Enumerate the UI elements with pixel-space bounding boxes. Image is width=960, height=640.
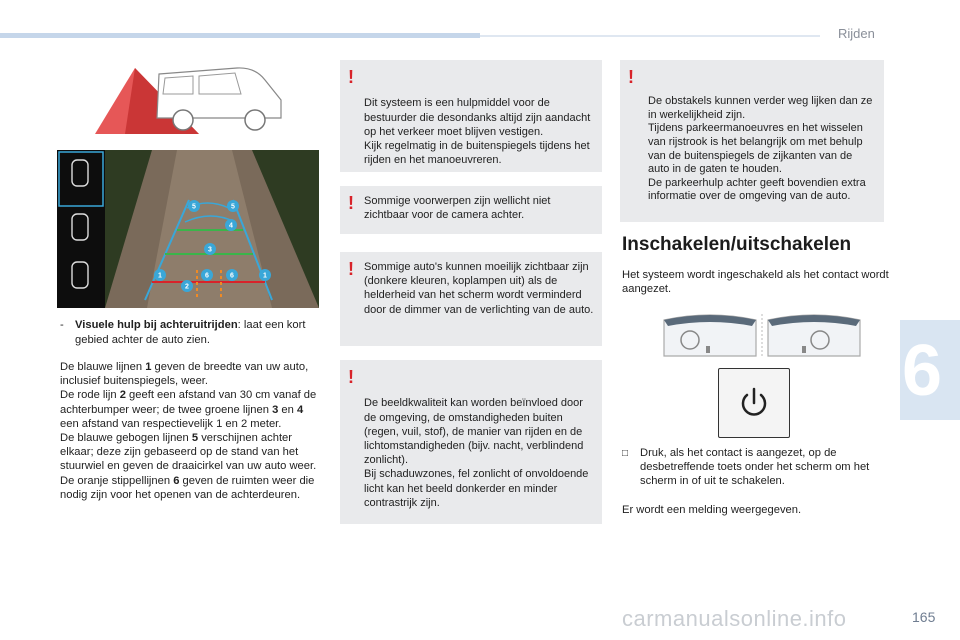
power-button-illustration [718,368,790,438]
dashboard-illustration [660,310,870,360]
warning-text-5: De obstakels kunnen verder weg lijken dan ze in werkelijkheid zijn. Tijdens parkeermanoeuvres en het wisselen van rijstrook is het belangrijk om met behulp van de buitenspiegels de zijkanten van de auto in de gaten te houden. De parkeerhulp achter geeft bovendien extra informatie over de omgeving van de auto. [648,95,873,203]
header-rule [480,35,820,37]
section-title: Rijden [838,26,875,41]
message-text: Er wordt een melding weergegeven. [622,504,802,516]
camera-marker: 5 [192,203,196,211]
instruction-item [622,446,892,489]
power-icon [736,385,772,421]
instruction-text: Druk, als het contact is aangezet, op de desbetreffende toets onder het scherm om het scherm in of uit te schakelen. [640,447,870,488]
watermark: carmanualsonline.info [622,606,847,631]
activation-text: Het systeem wordt ingeschakeld als het contact wordt aangezet. [622,269,889,296]
camera-marker: 2 [185,283,189,291]
para-line-1: De blauwe lijnen 1 geven de breedte van uw auto, inclusief buitenspiegels, weer. [60,361,309,388]
warning-text-2: Sommige voorwerpen zijn wellicht niet zichtbaar voor de camera achter. [364,195,551,222]
para-line-5: De blauwe gebogen lijnen 5 verschijnen achter elkaar; deze zijn gebaseerd op de stand van het stuurwiel en geven de draaicirkel van uw auto weer. [60,432,317,473]
camera-marker: 6 [230,272,234,280]
camera-marker: 5 [231,203,235,211]
warning-text-3: Sommige auto's kunnen moeilijk zichtbaar zijn (donkere kleuren, koplampen uit) als de helderheid van het scherm wordt verminderd door de dimmer van de verlichting van de auto. [364,261,594,316]
warning-icon: ! [628,67,634,87]
section-heading: Inschakelen/uitschakelen [622,234,852,255]
para-line-6: De oranje stippellijnen 6 geven de ruimten weer die nodig zijn voor het openen van de achterdeuren. [60,474,315,501]
warning-text-4: De beeldkwaliteit kan worden beïnvloed door de omgeving, de omstandigheden buiten (regen, vuil, stof), de manier van rijden en de lichtomstandigheden (bijv. nacht, verblindend zonlicht). Bij schaduwzones, fel zonlicht of onvoldoende licht kan het beeld donkerder en minder contrastrijk zijn. [364,397,589,509]
car-camera-illustration [95,62,285,138]
camera-marker: 4 [229,222,233,230]
warning-text-1: Dit systeem is een hulpmiddel voor de bestuurder die desondanks altijd zijn aandacht op het verkeer moet blijven vestigen. Kijk regelmatig in de buitenspiegels tijdens het rijden en het manoeuvreren. [364,97,591,167]
chapter-number: 6 [902,331,943,411]
warning-icon: ! [348,193,354,213]
camera-marker: 1 [263,272,267,280]
camera-marker: 1 [158,272,162,280]
bullet-visual-aid [60,318,320,347]
warning-box-3 [340,252,602,346]
warning-box-4 [340,360,602,524]
para-line-2: De rode lijn 2 geeft een afstand van 30 cm vanaf de achterbumper weer; de twee groene lijnen 3 en 4 een afstand van respectievelijk 1 en 2 meter. [60,389,317,430]
camera-marker: 3 [208,246,212,254]
warning-box-2 [340,186,602,234]
bullet-rest: : laat een kort gebied achter de auto zien. [75,319,306,346]
page-number: 165 [912,609,936,625]
warning-icon: ! [348,367,354,387]
bullet-text [75,318,320,347]
bullet-bold: Visuele hulp bij achteruitrijden [75,319,238,331]
rear-camera-view [57,150,319,308]
header-bar [0,33,480,38]
lines-explanation [60,360,320,502]
warning-icon: ! [348,259,354,279]
bullet-dash: - [60,319,64,331]
instruction-marker-icon: □ [622,448,629,459]
warning-icon: ! [348,67,354,87]
warning-box-5 [620,60,884,222]
warning-box-1 [340,60,602,172]
camera-marker: 6 [205,272,209,280]
